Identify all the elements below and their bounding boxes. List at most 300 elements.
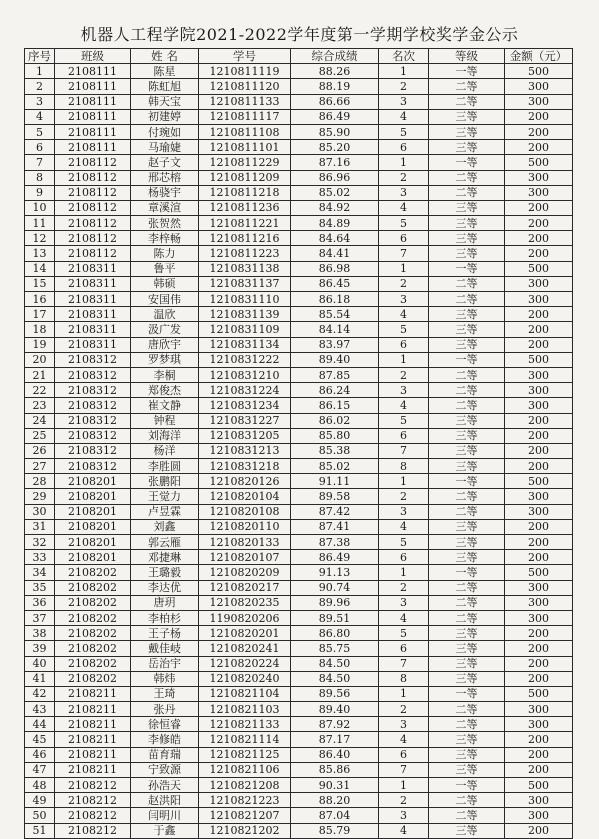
cell-index: 9: [25, 185, 55, 200]
cell-index: 6: [25, 140, 55, 155]
cell-class: 2108112: [55, 246, 131, 261]
cell-index: 12: [25, 231, 55, 246]
cell-score: 84.89: [291, 216, 379, 231]
cell-rank: 6: [379, 550, 429, 565]
cell-student-id: 1210820108: [199, 504, 291, 519]
column-header-rank: 名次: [379, 49, 429, 64]
cell-index: 51: [25, 823, 55, 838]
cell-class: 2108202: [55, 610, 131, 625]
cell-rank: 6: [379, 428, 429, 443]
cell-student-id: 1210820235: [199, 595, 291, 610]
cell-level: 三等: [429, 443, 505, 458]
cell-student-id: 1210811223: [199, 246, 291, 261]
cell-rank: 7: [379, 246, 429, 261]
cell-level: 一等: [429, 352, 505, 367]
cell-rank: 4: [379, 200, 429, 215]
cell-class: 2108201: [55, 535, 131, 550]
cell-name: 崔文静: [131, 398, 199, 413]
cell-class: 2108202: [55, 565, 131, 580]
cell-class: 2108211: [55, 686, 131, 701]
cell-amount: 500: [505, 155, 573, 170]
cell-name: 唐玥: [131, 595, 199, 610]
cell-rank: 2: [379, 276, 429, 291]
cell-rank: 6: [379, 140, 429, 155]
cell-level: 二等: [429, 580, 505, 595]
cell-index: 29: [25, 489, 55, 504]
cell-class: 2108112: [55, 200, 131, 215]
cell-class: 2108312: [55, 352, 131, 367]
cell-level: 二等: [429, 504, 505, 519]
table-row: [25, 519, 573, 534]
cell-class: 2108311: [55, 322, 131, 337]
cell-rank: 5: [379, 124, 429, 139]
cell-rank: 5: [379, 322, 429, 337]
cell-student-id: 1210831139: [199, 307, 291, 322]
column-header-score: 综合成绩: [291, 49, 379, 64]
cell-level: 二等: [429, 702, 505, 717]
cell-class: 2108202: [55, 641, 131, 656]
cell-level: 三等: [429, 641, 505, 656]
cell-student-id: 1210821104: [199, 686, 291, 701]
cell-class: 2108111: [55, 109, 131, 124]
cell-amount: 300: [505, 489, 573, 504]
cell-student-id: 1210820217: [199, 580, 291, 595]
cell-index: 50: [25, 808, 55, 823]
cell-rank: 2: [379, 793, 429, 808]
cell-class: 2108111: [55, 140, 131, 155]
cell-score: 87.41: [291, 519, 379, 534]
cell-level: 二等: [429, 367, 505, 382]
cell-amount: 500: [505, 778, 573, 793]
cell-name: 钟程: [131, 413, 199, 428]
cell-rank: 8: [379, 671, 429, 686]
column-header-level: 等级: [429, 49, 505, 64]
cell-class: 2108211: [55, 762, 131, 777]
cell-level: 二等: [429, 398, 505, 413]
cell-amount: 200: [505, 307, 573, 322]
cell-score: 91.11: [291, 474, 379, 489]
cell-amount: 200: [505, 732, 573, 747]
cell-level: 二等: [429, 79, 505, 94]
cell-score: 85.80: [291, 428, 379, 443]
cell-name: 罗梦琪: [131, 352, 199, 367]
cell-student-id: 1210811218: [199, 185, 291, 200]
cell-student-id: 1210821103: [199, 702, 291, 717]
cell-class: 2108202: [55, 595, 131, 610]
cell-amount: 200: [505, 246, 573, 261]
cell-level: 三等: [429, 428, 505, 443]
cell-rank: 5: [379, 535, 429, 550]
cell-index: 7: [25, 155, 55, 170]
cell-level: 二等: [429, 808, 505, 823]
cell-amount: 300: [505, 398, 573, 413]
cell-score: 86.80: [291, 626, 379, 641]
cell-level: 二等: [429, 610, 505, 625]
cell-level: 二等: [429, 170, 505, 185]
cell-name: 岳治宇: [131, 656, 199, 671]
cell-name: 赵子文: [131, 155, 199, 170]
cell-index: 27: [25, 459, 55, 474]
cell-class: 2108311: [55, 292, 131, 307]
cell-index: 2: [25, 79, 55, 94]
cell-score: 87.17: [291, 732, 379, 747]
cell-amount: 300: [505, 367, 573, 382]
cell-rank: 7: [379, 762, 429, 777]
cell-score: 84.50: [291, 656, 379, 671]
cell-index: 38: [25, 626, 55, 641]
cell-class: 2108111: [55, 79, 131, 94]
cell-class: 2108312: [55, 367, 131, 382]
cell-index: 8: [25, 170, 55, 185]
cell-level: 三等: [429, 109, 505, 124]
cell-amount: 200: [505, 747, 573, 762]
cell-name: 温欣: [131, 307, 199, 322]
cell-student-id: 1210820241: [199, 641, 291, 656]
cell-score: 84.64: [291, 231, 379, 246]
cell-amount: 200: [505, 337, 573, 352]
cell-amount: 200: [505, 535, 573, 550]
cell-rank: 3: [379, 595, 429, 610]
table-row: [25, 535, 573, 550]
cell-score: 87.38: [291, 535, 379, 550]
cell-student-id: 1210811120: [199, 79, 291, 94]
cell-level: 一等: [429, 778, 505, 793]
cell-index: 48: [25, 778, 55, 793]
cell-class: 2108211: [55, 702, 131, 717]
cell-score: 88.19: [291, 79, 379, 94]
cell-score: 85.02: [291, 185, 379, 200]
cell-rank: 2: [379, 702, 429, 717]
table-row: [25, 595, 573, 610]
cell-student-id: 1210811133: [199, 94, 291, 109]
cell-student-id: 1210831218: [199, 459, 291, 474]
cell-student-id: 1210821114: [199, 732, 291, 747]
cell-name: 鲁平: [131, 261, 199, 276]
table-row: [25, 504, 573, 519]
cell-index: 35: [25, 580, 55, 595]
cell-name: 王子杨: [131, 626, 199, 641]
cell-level: 三等: [429, 762, 505, 777]
cell-student-id: 1210811216: [199, 231, 291, 246]
cell-class: 2108312: [55, 383, 131, 398]
cell-level: 三等: [429, 656, 505, 671]
cell-class: 2108312: [55, 398, 131, 413]
table-row: [25, 124, 573, 139]
table-row: [25, 64, 573, 79]
cell-score: 86.15: [291, 398, 379, 413]
cell-index: 34: [25, 565, 55, 580]
cell-class: 2108202: [55, 626, 131, 641]
cell-rank: 7: [379, 656, 429, 671]
cell-student-id: 1210811119: [199, 64, 291, 79]
cell-index: 16: [25, 292, 55, 307]
cell-rank: 5: [379, 216, 429, 231]
cell-amount: 300: [505, 610, 573, 625]
cell-score: 89.51: [291, 610, 379, 625]
cell-student-id: 1210831137: [199, 276, 291, 291]
cell-student-id: 1210811236: [199, 200, 291, 215]
cell-name: 于鑫: [131, 823, 199, 838]
cell-score: 85.54: [291, 307, 379, 322]
cell-name: 韩硕: [131, 276, 199, 291]
table-row: [25, 413, 573, 428]
cell-name: 徐恒睿: [131, 717, 199, 732]
cell-student-id: 1210811221: [199, 216, 291, 231]
cell-level: 三等: [429, 747, 505, 762]
cell-student-id: 1210831213: [199, 443, 291, 458]
column-header-amount: 金额（元）: [505, 49, 573, 64]
cell-amount: 200: [505, 443, 573, 458]
cell-level: 二等: [429, 276, 505, 291]
table-row: [25, 778, 573, 793]
cell-student-id: 1210820209: [199, 565, 291, 580]
table-row: [25, 762, 573, 777]
table-row: [25, 656, 573, 671]
cell-name: 李桐: [131, 367, 199, 382]
cell-class: 2108111: [55, 124, 131, 139]
cell-level: 三等: [429, 413, 505, 428]
table-row: [25, 747, 573, 762]
cell-amount: 500: [505, 64, 573, 79]
cell-student-id: 1190820206: [199, 610, 291, 625]
cell-level: 一等: [429, 474, 505, 489]
cell-class: 2108212: [55, 823, 131, 838]
cell-score: 86.02: [291, 413, 379, 428]
cell-amount: 200: [505, 519, 573, 534]
table-row: [25, 428, 573, 443]
cell-class: 2108312: [55, 459, 131, 474]
cell-amount: 200: [505, 656, 573, 671]
cell-class: 2108201: [55, 504, 131, 519]
cell-score: 87.16: [291, 155, 379, 170]
cell-name: 王觉力: [131, 489, 199, 504]
table-row: [25, 155, 573, 170]
cell-name: 李胜圆: [131, 459, 199, 474]
cell-rank: 1: [379, 686, 429, 701]
table-row: [25, 641, 573, 656]
cell-index: 15: [25, 276, 55, 291]
table-row: [25, 474, 573, 489]
cell-name: 王琦: [131, 686, 199, 701]
document-title: 机器人工程学院2021-2022学年度第一学期学校奖学金公示: [80, 25, 519, 44]
cell-amount: 500: [505, 474, 573, 489]
cell-score: 89.58: [291, 489, 379, 504]
table-row: [25, 580, 573, 595]
cell-score: 83.97: [291, 337, 379, 352]
cell-class: 2108112: [55, 170, 131, 185]
cell-class: 2108211: [55, 732, 131, 747]
cell-student-id: 1210821125: [199, 747, 291, 762]
cell-rank: 4: [379, 732, 429, 747]
column-header-index: 序号: [25, 49, 55, 64]
cell-amount: 200: [505, 322, 573, 337]
table-row: [25, 367, 573, 382]
cell-rank: 3: [379, 808, 429, 823]
table-row: [25, 793, 573, 808]
cell-name: 张贺然: [131, 216, 199, 231]
cell-student-id: 1210831205: [199, 428, 291, 443]
cell-score: 87.04: [291, 808, 379, 823]
cell-class: 2108212: [55, 778, 131, 793]
cell-class: 2108202: [55, 671, 131, 686]
cell-level: 三等: [429, 124, 505, 139]
table-row: [25, 823, 573, 838]
cell-name: 陈虹旭: [131, 79, 199, 94]
cell-score: 86.40: [291, 747, 379, 762]
cell-class: 2108202: [55, 656, 131, 671]
cell-score: 86.66: [291, 94, 379, 109]
cell-amount: 300: [505, 504, 573, 519]
cell-amount: 200: [505, 550, 573, 565]
cell-score: 90.31: [291, 778, 379, 793]
cell-amount: 200: [505, 671, 573, 686]
cell-level: 二等: [429, 185, 505, 200]
cell-rank: 5: [379, 413, 429, 428]
cell-name: 郭云雁: [131, 535, 199, 550]
cell-amount: 200: [505, 200, 573, 215]
cell-index: 42: [25, 686, 55, 701]
cell-name: 戴佳岐: [131, 641, 199, 656]
cell-amount: 200: [505, 216, 573, 231]
cell-score: 86.49: [291, 109, 379, 124]
cell-name: 唐欣宇: [131, 337, 199, 352]
cell-name: 张丹: [131, 702, 199, 717]
cell-student-id: 1210820110: [199, 519, 291, 534]
cell-name: 李梓畅: [131, 231, 199, 246]
cell-class: 2108211: [55, 747, 131, 762]
cell-class: 2108201: [55, 489, 131, 504]
table-row: [25, 292, 573, 307]
cell-rank: 3: [379, 504, 429, 519]
cell-student-id: 1210811101: [199, 140, 291, 155]
cell-rank: 3: [379, 94, 429, 109]
cell-class: 2108211: [55, 717, 131, 732]
cell-amount: 200: [505, 641, 573, 656]
table-row: [25, 140, 573, 155]
cell-class: 2108112: [55, 185, 131, 200]
cell-index: 46: [25, 747, 55, 762]
cell-score: 84.41: [291, 246, 379, 261]
cell-index: 44: [25, 717, 55, 732]
cell-rank: 5: [379, 626, 429, 641]
cell-level: 三等: [429, 322, 505, 337]
cell-amount: 300: [505, 276, 573, 291]
cell-class: 2108202: [55, 580, 131, 595]
cell-name: 邢芯榕: [131, 170, 199, 185]
cell-score: 85.75: [291, 641, 379, 656]
cell-index: 43: [25, 702, 55, 717]
cell-level: 二等: [429, 292, 505, 307]
cell-class: 2108311: [55, 337, 131, 352]
cell-rank: 4: [379, 519, 429, 534]
cell-name: 马瑜婕: [131, 140, 199, 155]
cell-class: 2108201: [55, 474, 131, 489]
cell-name: 韩炜: [131, 671, 199, 686]
cell-name: 刘鑫: [131, 519, 199, 534]
cell-index: 23: [25, 398, 55, 413]
cell-score: 85.86: [291, 762, 379, 777]
cell-score: 90.74: [291, 580, 379, 595]
cell-student-id: 1210831227: [199, 413, 291, 428]
cell-student-id: 1210811209: [199, 170, 291, 185]
cell-name: 杨骁宇: [131, 185, 199, 200]
cell-level: 二等: [429, 383, 505, 398]
table-row: [25, 732, 573, 747]
cell-rank: 4: [379, 398, 429, 413]
table-row: [25, 459, 573, 474]
cell-rank: 6: [379, 641, 429, 656]
cell-student-id: 1210831224: [199, 383, 291, 398]
cell-score: 88.20: [291, 793, 379, 808]
cell-rank: 4: [379, 109, 429, 124]
column-header-name: 姓 名: [131, 49, 199, 64]
cell-student-id: 1210820104: [199, 489, 291, 504]
cell-index: 24: [25, 413, 55, 428]
table-row: [25, 565, 573, 580]
cell-rank: 2: [379, 170, 429, 185]
table-row: [25, 322, 573, 337]
table-row: [25, 671, 573, 686]
table-row: [25, 808, 573, 823]
cell-index: 10: [25, 200, 55, 215]
cell-index: 31: [25, 519, 55, 534]
cell-score: 85.20: [291, 140, 379, 155]
cell-student-id: 1210831110: [199, 292, 291, 307]
cell-amount: 300: [505, 595, 573, 610]
cell-name: 汲广发: [131, 322, 199, 337]
table-row: [25, 94, 573, 109]
cell-index: 4: [25, 109, 55, 124]
table-row: [25, 170, 573, 185]
cell-class: 2108111: [55, 94, 131, 109]
cell-name: 郑俊杰: [131, 383, 199, 398]
cell-level: 一等: [429, 155, 505, 170]
cell-rank: 2: [379, 580, 429, 595]
cell-rank: 2: [379, 489, 429, 504]
cell-amount: 200: [505, 109, 573, 124]
cell-index: 3: [25, 94, 55, 109]
cell-rank: 8: [379, 459, 429, 474]
cell-amount: 500: [505, 261, 573, 276]
cell-score: 86.18: [291, 292, 379, 307]
cell-score: 85.79: [291, 823, 379, 838]
cell-rank: 2: [379, 79, 429, 94]
table-row: [25, 352, 573, 367]
cell-level: 三等: [429, 200, 505, 215]
cell-rank: 4: [379, 823, 429, 838]
cell-score: 87.92: [291, 717, 379, 732]
cell-name: 韩天宝: [131, 94, 199, 109]
cell-class: 2108112: [55, 216, 131, 231]
cell-index: 26: [25, 443, 55, 458]
column-header-student-id: 学号: [199, 49, 291, 64]
table-row: [25, 231, 573, 246]
cell-class: 2108201: [55, 550, 131, 565]
cell-student-id: 1210831109: [199, 322, 291, 337]
cell-level: 二等: [429, 595, 505, 610]
cell-rank: 6: [379, 337, 429, 352]
cell-level: 一等: [429, 686, 505, 701]
cell-score: 89.40: [291, 702, 379, 717]
cell-amount: 200: [505, 124, 573, 139]
cell-student-id: 1210820224: [199, 656, 291, 671]
cell-index: 22: [25, 383, 55, 398]
cell-amount: 300: [505, 717, 573, 732]
cell-level: 三等: [429, 140, 505, 155]
cell-amount: 300: [505, 292, 573, 307]
cell-name: 李柏杉: [131, 610, 199, 625]
cell-score: 84.50: [291, 671, 379, 686]
